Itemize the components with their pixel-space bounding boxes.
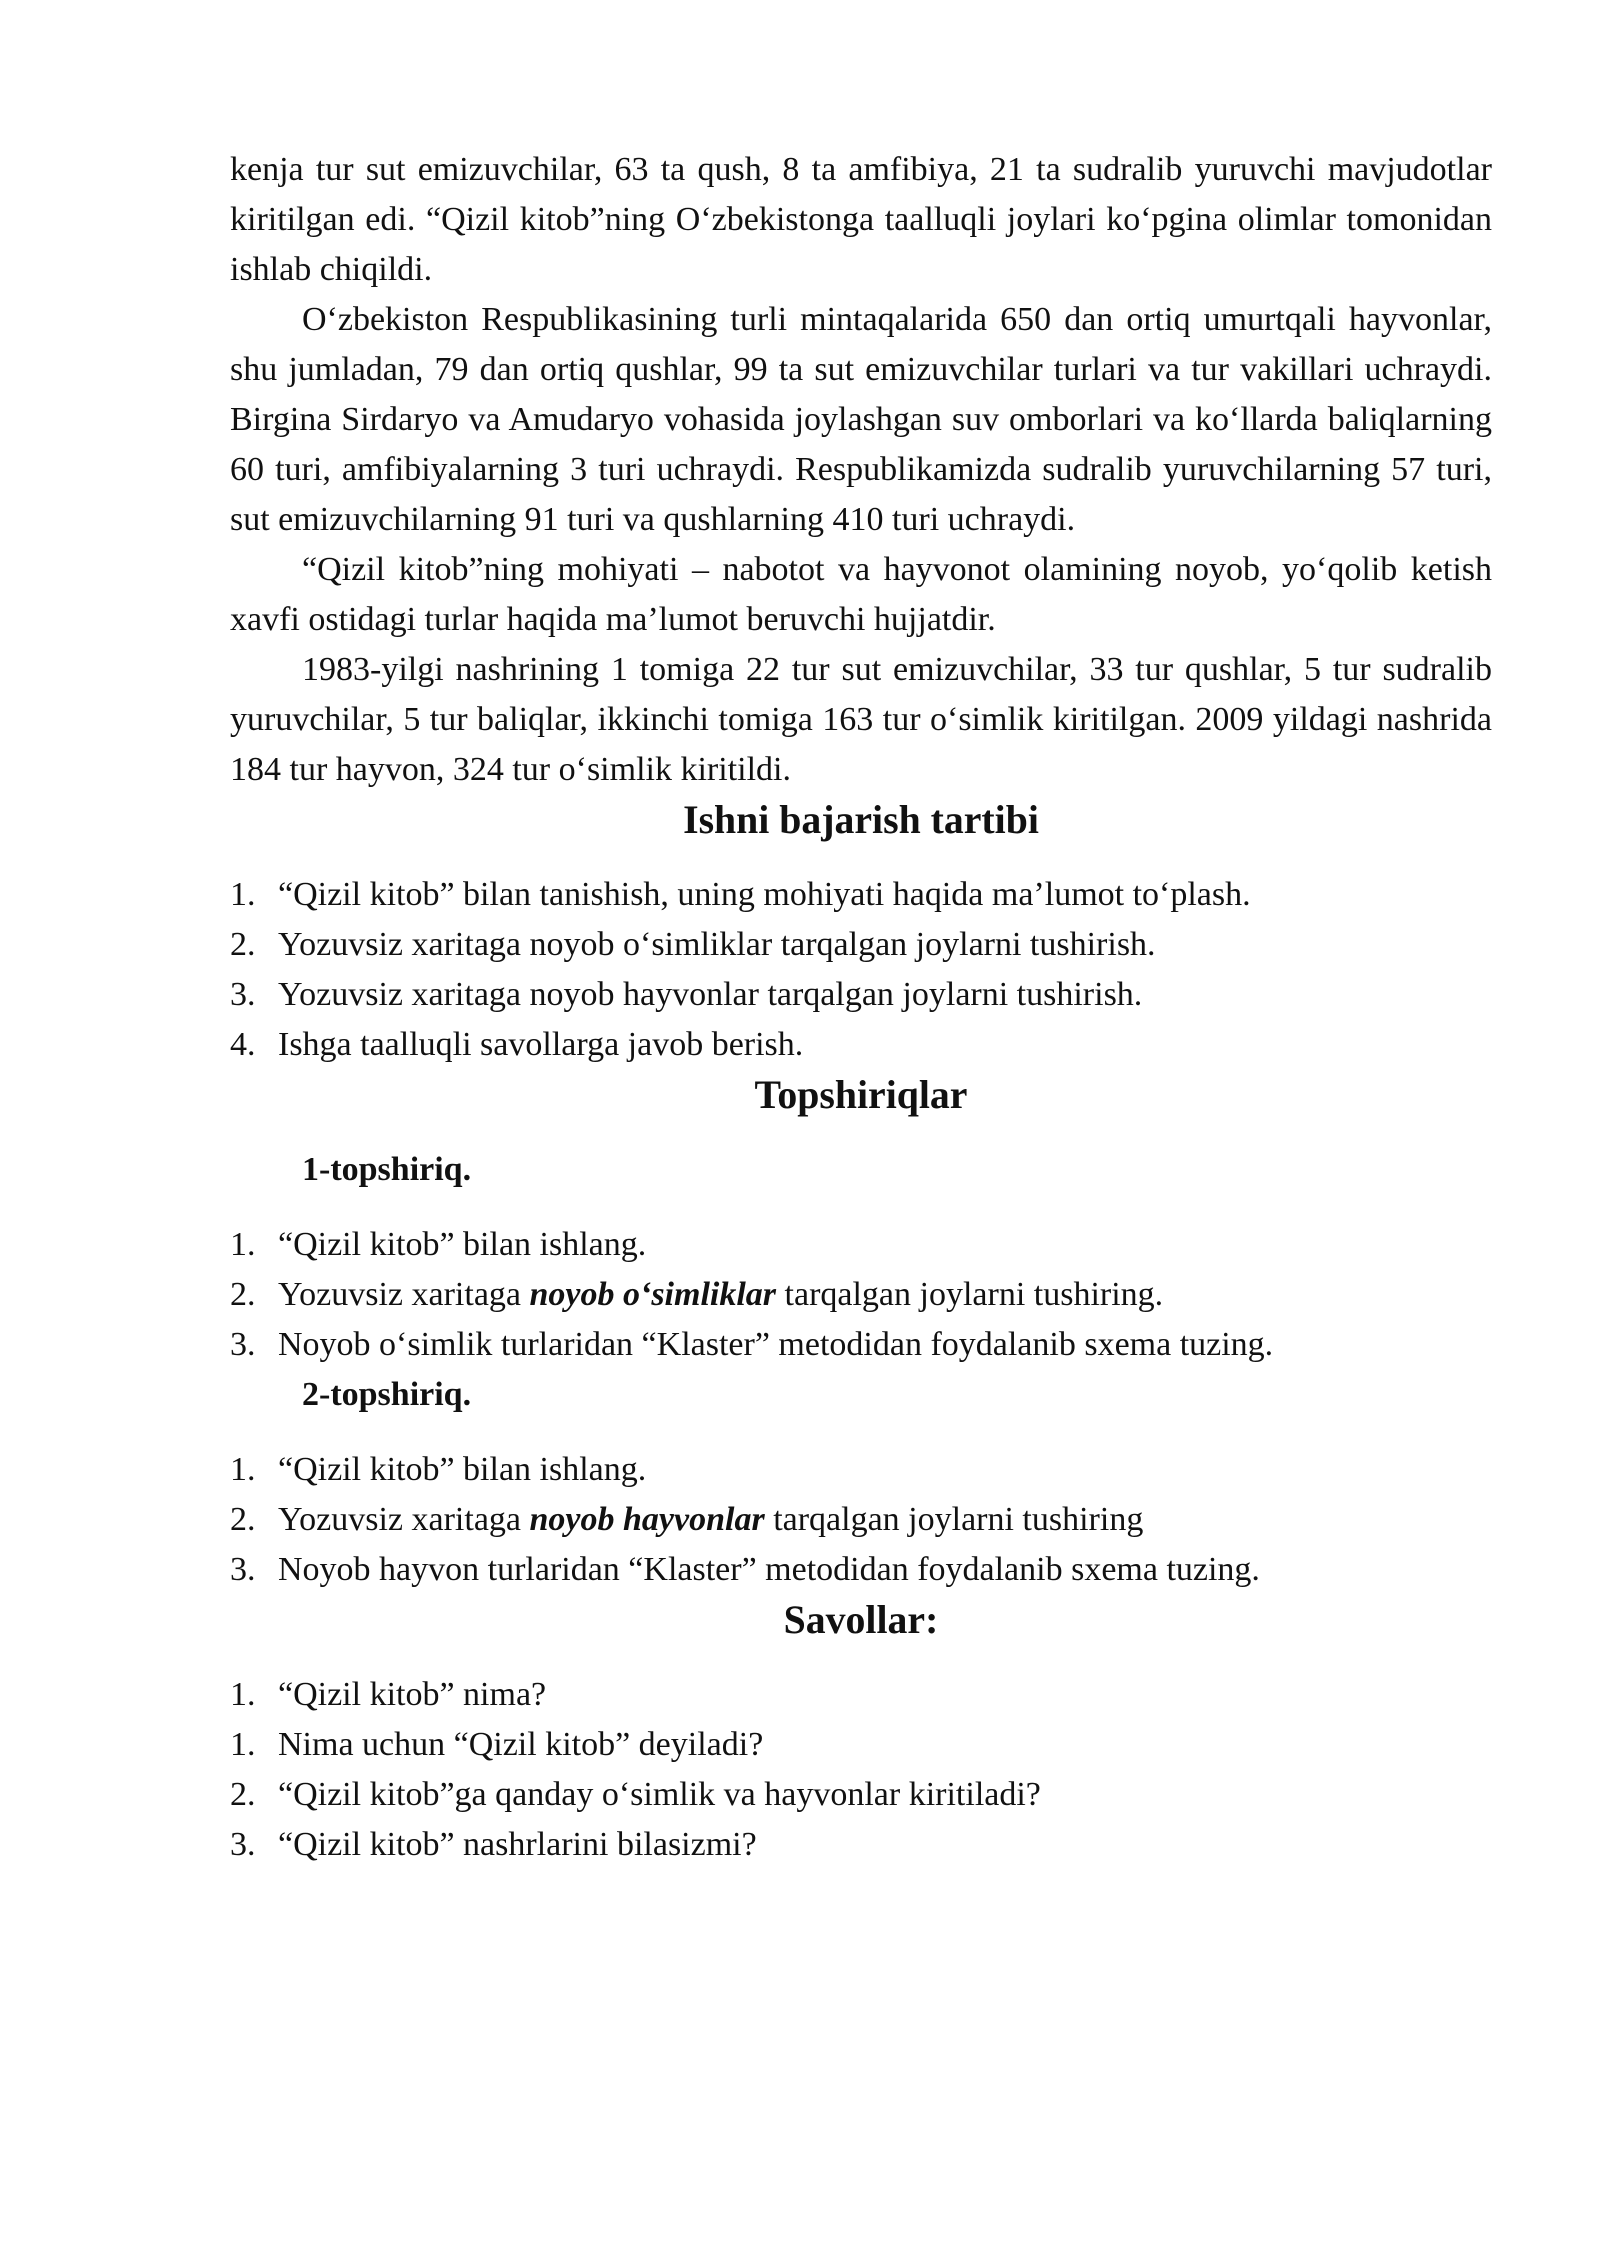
list-number: 3.: [230, 1826, 256, 1863]
list-item-text: “Qizil kitob”ga qanday o‘simlik va hayvonlar kiritiladi?: [278, 1776, 1041, 1813]
emphasized-term: noyob hayvonlar: [529, 1501, 765, 1538]
list-item: [230, 1720, 1492, 1770]
list-item-text: “Qizil kitob” bilan ishlang.: [278, 1451, 647, 1488]
list-item-text: Noyob o‘simlik turlaridan “Klaster” metodidan foydalanib sxema tuzing.: [278, 1326, 1274, 1363]
list-number: 2.: [230, 1776, 256, 1813]
list-item: [230, 1770, 1492, 1820]
list-number: 2.: [230, 926, 256, 963]
list-item-text-post: tarqalgan joylarni tushiring.: [776, 1276, 1164, 1313]
task-1-list: [230, 1220, 1492, 1370]
list-number: 1.: [230, 1676, 256, 1713]
list-number: 2.: [230, 1501, 256, 1538]
list-item-text: Noyob hayvon turlaridan “Klaster” metodidan foydalanib sxema tuzing.: [278, 1551, 1260, 1588]
list-item-text-pre: Yozuvsiz xaritaga: [278, 1501, 530, 1538]
list-item: [230, 1495, 1492, 1545]
page-content: [230, 145, 1492, 1870]
list-number: 3.: [230, 1326, 256, 1363]
paragraph-2: O‘zbekiston Respublikasining turli mintaqalarida 650 dan ortiq umurtqali hayvonlar, shu jumladan, 79 dan ortiq qushlar, 99 ta sut emizuvchilar turlari va tur vakillari uchraydi. Birgina Sirdaryo va Amudaryo vohasida joylashgan suv omborlari va ko‘llarda baliqlarning 60 turi, amfibiyalarning 3 turi uchraydi. Respublikamizda sudralib yuruvchilarning 57 turi, sut emizuvchilarning 91 turi va qushlarning 410 turi uchraydi.: [230, 301, 1492, 538]
list-item: [230, 1020, 1492, 1070]
list-item-text: “Qizil kitob” bilan tanishish, uning mohiyati haqida ma’lumot to‘plash.: [278, 876, 1251, 913]
list-number: 3.: [230, 1551, 256, 1588]
list-number: 1.: [230, 1451, 256, 1488]
list-number: 1.: [230, 1726, 256, 1763]
list-item-text: “Qizil kitob” bilan ishlang.: [278, 1226, 647, 1263]
paragraph-4: 1983-yilgi nashrining 1 tomiga 22 tur sut emizuvchilar, 33 tur qushlar, 5 tur sudralib yuruvchilar, 5 tur baliqlar, ikkinchi tomiga 163 tur o‘simlik kiritilgan. 2009 yildagi nashrida 184 tur hayvon, 324 tur o‘simlik kiritildi.: [230, 651, 1492, 788]
list-item: [230, 1320, 1492, 1370]
paragraph-3: “Qizil kitob”ning mohiyati – nabotot va hayvonot olamining noyob, yo‘qolib ketish xavfi ostidagi turlar haqida ma’lumot beruvchi hujjatdir.: [230, 551, 1492, 638]
list-item-text: “Qizil kitob” nashrlarini bilasizmi?: [278, 1826, 757, 1863]
tasks-heading: Topshiriqlar: [754, 1073, 968, 1117]
list-number: 3.: [230, 976, 256, 1013]
list-item-text: Nima uchun “Qizil kitob” deyiladi?: [278, 1726, 764, 1763]
list-item: [230, 920, 1492, 970]
list-item-text: “Qizil kitob” nima?: [278, 1676, 547, 1713]
emphasized-term: noyob o‘simliklar: [529, 1276, 777, 1313]
list-item-text-pre: Yozuvsiz xaritaga: [278, 1276, 530, 1313]
list-item-text: Yozuvsiz xaritaga noyob o‘simliklar tarqalgan joylarni tushirish.: [278, 926, 1156, 963]
list-item: [230, 1670, 1492, 1720]
list-item: [230, 1220, 1492, 1270]
procedure-list: [230, 870, 1492, 1070]
task-1-title: 1-topshiriq.: [302, 1151, 472, 1188]
list-number: 2.: [230, 1276, 256, 1313]
procedure-heading: Ishni bajarish tartibi: [683, 798, 1039, 842]
task-2-title: 2-topshiriq.: [302, 1376, 472, 1413]
list-item: [230, 1545, 1492, 1595]
list-item-text: Ishga taalluqli savollarga javob berish.: [278, 1026, 804, 1063]
list-item: [230, 1445, 1492, 1495]
list-number: 1.: [230, 876, 256, 913]
task-2-list: [230, 1445, 1492, 1595]
list-item: [230, 970, 1492, 1020]
list-item: [230, 1270, 1492, 1320]
list-item-text-post: tarqalgan joylarni tushiring: [764, 1501, 1144, 1538]
list-number: 1.: [230, 1226, 256, 1263]
paragraph-1: kenja tur sut emizuvchilar, 63 ta qush, 8 ta amfibiya, 21 ta sudralib yuruvchi mavjudotlar kiritilgan edi. “Qizil kitob”ning O‘zbekistonga taalluqli joylari ko‘pgina olimlar tomonidan ishlab chiqildi.: [230, 151, 1492, 288]
list-item: [230, 870, 1492, 920]
list-item: [230, 1820, 1492, 1870]
list-number: 4.: [230, 1026, 256, 1063]
questions-heading: Savollar:: [783, 1598, 939, 1642]
list-item-text: Yozuvsiz xaritaga noyob hayvonlar tarqalgan joylarni tushirish.: [278, 976, 1143, 1013]
questions-list: [230, 1670, 1492, 1870]
